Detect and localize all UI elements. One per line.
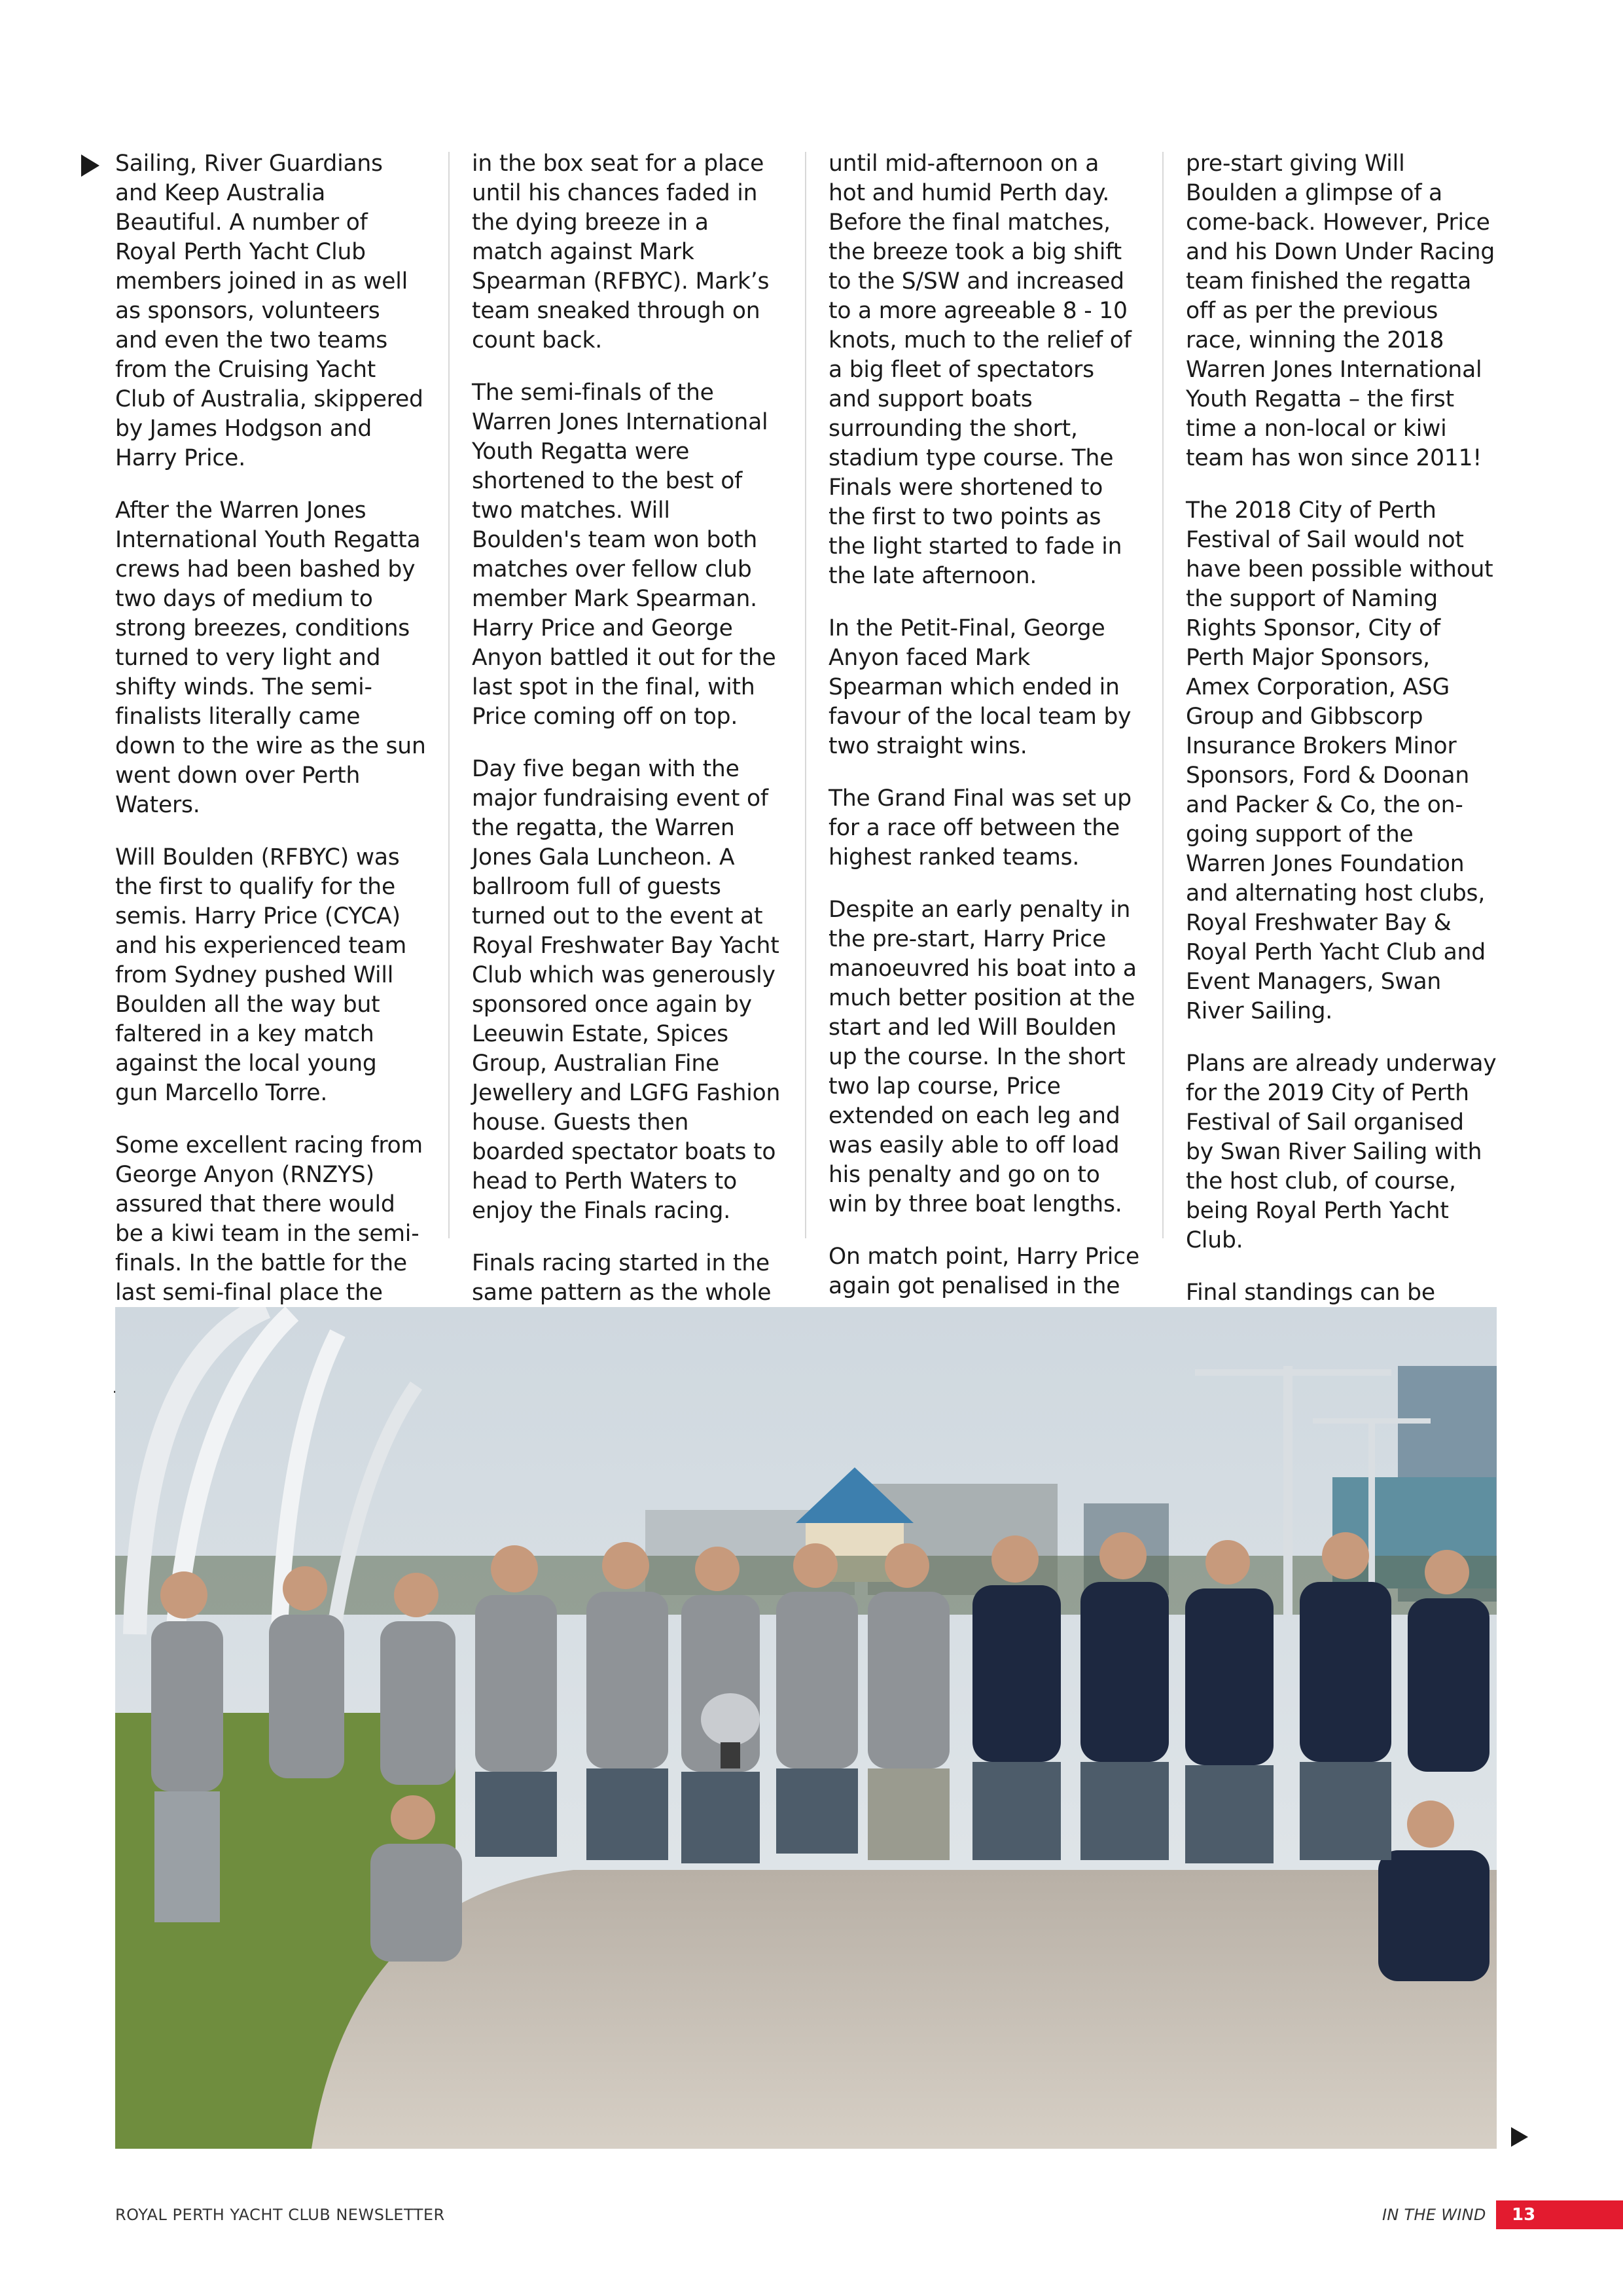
- publication-name: ROYAL PERTH YACHT CLUB NEWSLETTER: [115, 2206, 445, 2224]
- paragraph: in the box seat for a place until his chances faded in the dying breeze in a match against Mark Spearman (RFBYC). Mark’s team sneaked through on count back.: [472, 151, 770, 353]
- continued-next-icon: [1511, 2127, 1528, 2147]
- article-body: [115, 149, 1497, 1306]
- paragraph: Some excellent racing from George Anyon (RNZYS) assured that there would be a kiwi team in the semi-finals. In the battle for the last semi-final place the: [115, 1132, 423, 1306]
- article-column-1: [115, 149, 426, 1448]
- paragraph: After the Warren Jones International Youth Regatta crews had been bashed by two days of medium to strong breezes, conditions turned to very light and shifty winds. The semi-finalists literally came down to the wire as the sun went down over Perth Waters.: [115, 497, 426, 818]
- paragraph: In the Petit-Final, George Anyon faced Mark Spearman which ended in favour of the local team by two straight wins.: [829, 615, 1132, 759]
- paragraph: The Grand Final was set up for a race off between the highest ranked teams.: [829, 785, 1132, 870]
- team-group-photo: [115, 1307, 1497, 2149]
- paragraph: Will Boulden (RFBYC) was the first to qualify for the semis. Harry Price (CYCA) and his experienced team from Sydney pushed Will Boulden all the way but faltered in a key match against the local young gun Marcello Torre.: [115, 844, 407, 1106]
- article-column-4: [1186, 149, 1497, 1419]
- continued-from-icon: [81, 154, 99, 177]
- paragraph: On match point, Harry Price again got penalised in the: [829, 1244, 1139, 1299]
- article-column-2: [472, 149, 783, 1419]
- paragraph: Finals racing started in the same pattern as the whole: [472, 1250, 772, 1306]
- paragraph: Despite an early penalty in the pre-start, Harry Price manoeuvred his boat into a much better position at the start and led Will Boulden up the course. In the short two lap course, Price extended on each leg and was easily able to off load his penalty and go on to win by three boat lengths.: [829, 897, 1137, 1217]
- section-name: IN THE WIND: [1382, 2206, 1486, 2224]
- paragraph: The 2018 City of Perth Festival of Sail would not have been possible without the support of Naming Rights Sponsor, City of Perth Major Sponsors, Amex Corporation, ASG Group and Gibbscorp Insurance Brokers Minor Sponsors, Ford & Doonan and Packer & Co, the on-going support of the Warren Jones Foundation and alternating host clubs, Royal Freshwater Bay & Royal Perth Yacht Club and Event Managers, Swan River Sailing.: [1186, 497, 1493, 1024]
- paragraph: Plans are already underway for the 2019 City of Perth Festival of Sail organised by Swan River Sailing with the host club, of course, being Royal Perth Yacht Club.: [1186, 1050, 1497, 1253]
- paragraph: The semi-finals of the Warren Jones International Youth Regatta were shortened to the best of two matches. Will Boulden's team won both matches over fellow club member Mark Spearman. Harry Price and George Anyon battled it out for the last spot in the final, with Price coming off on top.: [472, 380, 776, 730]
- paragraph: pre-start giving Will Boulden a glimpse of a come-back. However, Price and his Down Under Racing team finished the regatta off as per the previous race, winning the 2018 Warren Jones International Youth Regatta – the first time a non-local or kiwi team has won since 2011!: [1186, 151, 1495, 471]
- page-number: 13: [1496, 2200, 1623, 2229]
- paragraph-text: Final standings can be: [1186, 1280, 1435, 1306]
- paragraph: until mid-afternoon on a hot and humid Perth day. Before the final matches, the breeze took a big shift to the S/SW and increased to a more agreeable 8 - 10 knots, much to the relief of a big fleet of spectators and support boats surrounding the short, stadium type course. The Finals were shortened to the first to two points as the light started to fade in the late afternoon.: [829, 151, 1132, 589]
- article-column-3: [829, 149, 1139, 1324]
- paragraph: Sailing, River Guardians and Keep Australia Beautiful. A number of Royal Perth Yacht Club members joined in as well as sponsors, volunteers and even the two teams from the Cruising Yacht Club of Australia, skippered by James Hodgson and Harry Price.: [115, 151, 423, 471]
- paragraph: Day five began with the major fundraising event of the regatta, the Warren Jones Gala Luncheon. A ballroom full of guests turned out to the event at Royal Freshwater Bay Yacht Club which was generously sponsored once again by Leeuwin Estate, Spices Group, Australian Fine Jewellery and LGFG Fashion house. Guests then boarded spectator boats to head to Perth Waters to enjoy the Finals racing.: [472, 756, 781, 1224]
